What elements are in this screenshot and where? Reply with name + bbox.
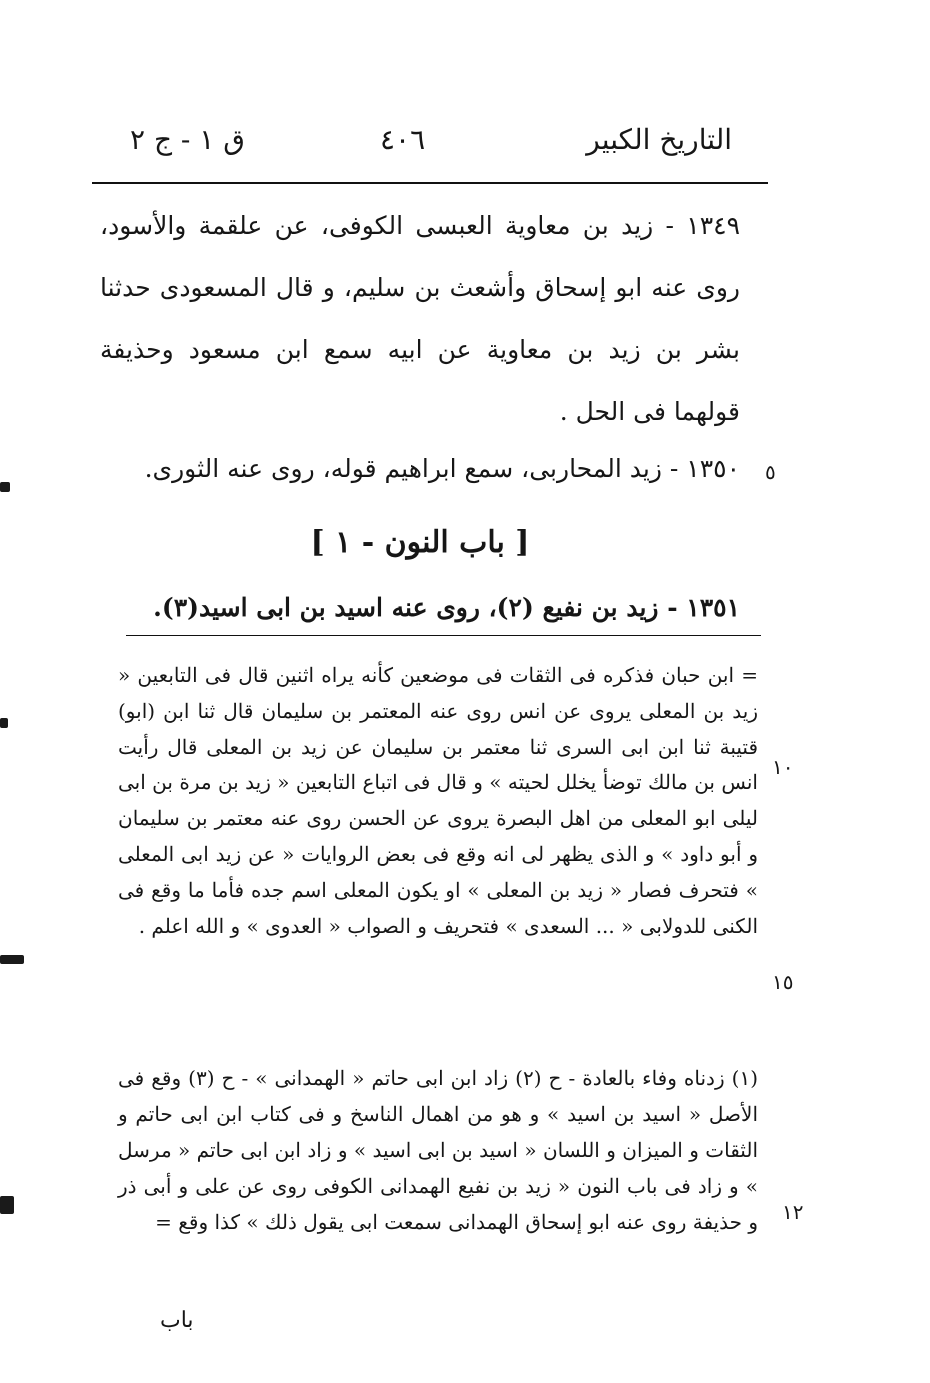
- line-number-15: ١٥: [772, 970, 794, 994]
- footnotes: (١) زدناه وفاء بالعادة - ح (٢) زاد ابن ابى حاتم « الهمدانى » - ح (٣) وقع فى الأصل « اسيد بن اسيد » و هو من اهمال الناسخ و فى كتاب ابن ابى حاتم و الثقات و الميزان و اللسان « اسيد بن ابى اسيد » و زاد ابن ابى حاتم « مرسل » و زاد فى باب النون « زيد بن نفيع الهمدانى الكوفى روى عن على و أبى ذر و حذيفة روى عنه ابو إسحاق الهمدانى سمعت ابى يقول ذلك » كذا وقع =: [118, 1066, 758, 1234]
- line-number-10: ١٠: [772, 755, 794, 779]
- margin-mark: [0, 1196, 14, 1214]
- line-number-12: ١٢: [782, 1200, 804, 1224]
- entry-1349: ١٣٤٩ - زيد بن معاوية العبسى الكوفى، عن علقمة والأسود، روى عنه ابو إسحاق وأشعث بن سليم، و قال المسعودى حدثنا بشر بن زيد بن معاوية عن ابيه سمع ابن مسعود وحذيفة قولهما فى الحل .: [100, 211, 740, 426]
- entry-1350: ١٣٥٠ - زيد المحاربى، سمع ابراهيم قوله، روى عنه الثورى.: [144, 454, 740, 483]
- line-number-5: ٥: [765, 460, 776, 484]
- header-rule: [92, 182, 768, 184]
- margin-mark: [0, 718, 8, 728]
- entry-1351: ١٣٥١ - زيد بن نفيع (٢)، روى عنه اسيد بن ابى اسيد(٣).: [153, 593, 740, 622]
- margin-mark: [0, 482, 10, 492]
- margin-mark: [0, 955, 24, 964]
- volume-part-label: ق ١ - ج ٢: [130, 123, 245, 156]
- running-header: [92, 112, 762, 172]
- chapter-heading: [ باب النون - ١ ]: [310, 525, 530, 560]
- page-number: ٤٠٦: [380, 123, 426, 156]
- catchword: باب: [160, 1308, 194, 1333]
- notes-rule: [126, 635, 761, 636]
- continued-footnote: = ابن حبان فذكره فى الثقات فى موضعين كأنه يراه اثنين قال فى التابعين « زيد بن المعلى يروى عن انس روى عنه المعتمر بن سليمان قال ثنا ابن (ابو) قتيبة ثنا ابن ابى السرى ثنا معتمر بن سليمان عن زيد بن المعلى قال رأيت انس بن مالك توضأ يخلل لحيته » و قال فى اتباع التابعين « زيد بن مرة بن ابى ليلى ابو المعلى من اهل البصرة يروى عن الحسن روى عنه معتمر بن سليمان و أبو داود » و الذى يظهر لى انه وقع فى بعض الروايات « عن زيد ابى المعلى » فتحرف فصار « زيد بن المعلى » او يكون المعلى اسم جده فأما ما وقع فى الكنى للدولابى « ... السعدى » فتحريف و الصواب « العدوى » و الله اعلم .: [118, 663, 758, 938]
- book-title: التاريخ الكبير: [586, 123, 732, 156]
